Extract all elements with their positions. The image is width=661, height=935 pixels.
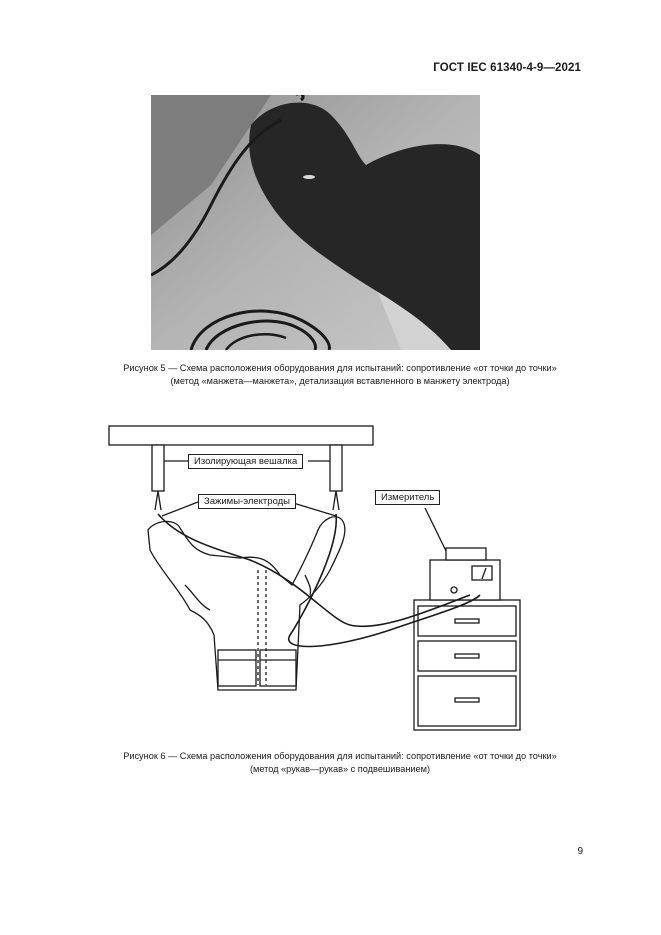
figure-6-caption	[60, 750, 620, 775]
figure-6-diagram	[100, 420, 530, 745]
figure-5-caption	[60, 362, 620, 387]
label-insulating-hanger: Изолирующая вешалка	[188, 454, 303, 469]
standard-designation: ГОСТ IEC 61340-4-9—2021	[433, 62, 581, 74]
figure-6-caption-line-1: Рисунок 6 — Схема расположения оборудования для испытаний: сопротивление «от точки до точки»	[123, 751, 557, 761]
label-electrode-clamps: Зажимы-электроды	[198, 494, 296, 509]
label-meter: Измеритель	[375, 490, 440, 505]
page-number: 9	[577, 846, 583, 857]
figure-6-caption-line-2: (метод «рукав—рукав» с подвешиванием)	[249, 763, 431, 774]
figure-6-drawing	[100, 420, 530, 745]
figure-5-photo	[151, 95, 480, 350]
figure-5-caption-line-1: Рисунок 5 — Схема расположения оборудования для испытаний: сопротивление «от точки до точки»	[123, 363, 557, 373]
figure-5-caption-line-2: (метод «манжета—манжета», детализация вставленного в манжету электрода)	[170, 375, 510, 386]
